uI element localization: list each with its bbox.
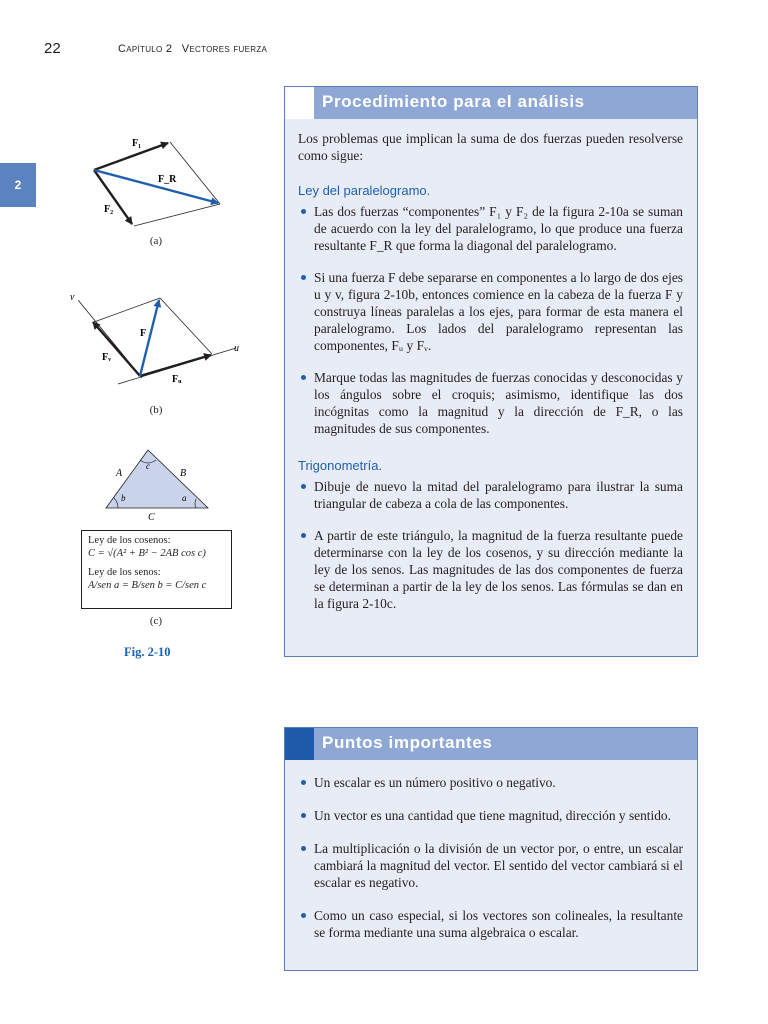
vector-fu-arrow <box>140 355 211 376</box>
sine-law-formula: A/sen a = B/sen b = C/sen c <box>88 580 207 591</box>
label-fv: Fᵥ <box>102 352 112 363</box>
label-axis-u: u <box>234 343 239 354</box>
caption-b: (b) <box>149 404 163 416</box>
chapter-tab: 2 <box>0 163 36 207</box>
header-mark <box>285 728 314 760</box>
label-f1: F₁ <box>132 138 142 149</box>
sine-law-title: Ley de los senos: <box>88 567 161 578</box>
vector-fv-arrow <box>93 322 140 376</box>
important-header <box>285 728 697 760</box>
list-item: Las dos fuerzas “componentes” F₁ y F₂ de la figura 2-10a se suman de acuerdo con la ley del paralelogramo, lo que produce una fuerza resultante F_R que forma la diagonal del paralelogramo. <box>298 203 683 254</box>
important-points-box <box>284 727 698 971</box>
section-trig-title: Trigonometría. <box>298 458 383 473</box>
construction-line <box>134 204 220 226</box>
parallelogram-list <box>298 203 683 437</box>
construction-line <box>170 142 220 204</box>
header-mark <box>285 87 314 119</box>
list-item: La multiplicación o la división de un vector por, o entre, un escalar cambiará la magnitud del vector. El sentido del vector cambiará si el escalar es negativo. <box>298 840 683 891</box>
caption-a: (a) <box>149 235 163 247</box>
page-number: 22 <box>44 40 61 57</box>
construction-line <box>160 298 212 354</box>
construction-line <box>94 298 160 322</box>
label-f2: F₂ <box>104 204 114 215</box>
figure-b-diagram <box>66 288 256 400</box>
list-item: Un vector es una cantidad que tiene magnitud, dirección y sentido. <box>298 807 683 824</box>
label-angle-a: a <box>182 493 187 503</box>
procedure-intro: Los problemas que implican la suma de dos fuerzas pueden resolverse como sigue: <box>298 131 683 163</box>
caption-c: (c) <box>149 615 163 627</box>
procedure-box <box>284 86 698 657</box>
important-list <box>298 774 683 941</box>
label-side-A: A <box>116 468 123 479</box>
label-side-C: C <box>148 512 155 523</box>
label-side-B: B <box>180 468 187 479</box>
list-item: A partir de este triángulo, la magnitud de la fuerza resultante puede determinarse con la ley de los cosenos, y su dirección mediante la ley de los senos. Las magnitudes de las dos componentes de fuerza se determinan a partir de la ley de los senos. Las fórmulas se dan en la figura 2-10c. <box>298 527 683 612</box>
procedure-header <box>285 87 697 119</box>
cosine-law-title: Ley de los cosenos: <box>88 535 171 546</box>
label-axis-v: v <box>70 292 75 303</box>
list-item: Como un caso especial, si los vectores son colineales, la resultante se forma mediante una suma algebraica o escalar. <box>298 907 683 941</box>
label-angle-b: b <box>121 493 126 503</box>
section-parallelogram-title: Ley del paralelogramo. <box>298 183 431 198</box>
important-title: Puntos importantes <box>322 733 493 752</box>
chapter-title: Vectores fuerza <box>181 43 268 55</box>
figure-label: Fig. 2-10 <box>124 645 171 659</box>
label-angle-c: c <box>146 461 150 471</box>
label-f: F <box>140 328 147 339</box>
list-item: Marque todas las magnitudes de fuerzas conocidas y desconocidas y los ángulos sobre el croquis; asimismo, identifique las dos incógnitas como la magnitud y la dirección de F_R, o las magnitudes de sus componentes. <box>298 369 683 437</box>
procedure-title: Procedimiento para el análisis <box>322 92 585 111</box>
label-fu: Fᵤ <box>172 374 182 385</box>
figure-a-diagram <box>80 128 240 240</box>
vector-f1-arrow <box>94 143 168 170</box>
figure-c-triangle <box>100 446 220 524</box>
laws-box <box>81 530 232 609</box>
trig-list <box>298 478 683 612</box>
chapter-label: Capítulo 2 <box>118 43 173 55</box>
list-item: Dibuje de nuevo la mitad del paralelogramo para ilustrar la suma triangular de cabeza a cola de las componentes. <box>298 478 683 512</box>
list-item: Un escalar es un número positivo o negativo. <box>298 774 683 791</box>
list-item: Si una fuerza F debe separarse en componentes a lo largo de dos ejes u y v, figura 2-10b, entonces comience en la cabeza de la fuerza F y construya líneas paralelas a los ejes, para formar de esta manera el paralelogramo. Los lados del paralelogramo representan las componentes, Fᵤ y Fᵥ. <box>298 269 683 354</box>
cosine-law-formula: C = √(A² + B² − 2AB cos c) <box>88 548 206 559</box>
running-header <box>118 43 267 55</box>
label-fr: F_R <box>158 174 177 185</box>
